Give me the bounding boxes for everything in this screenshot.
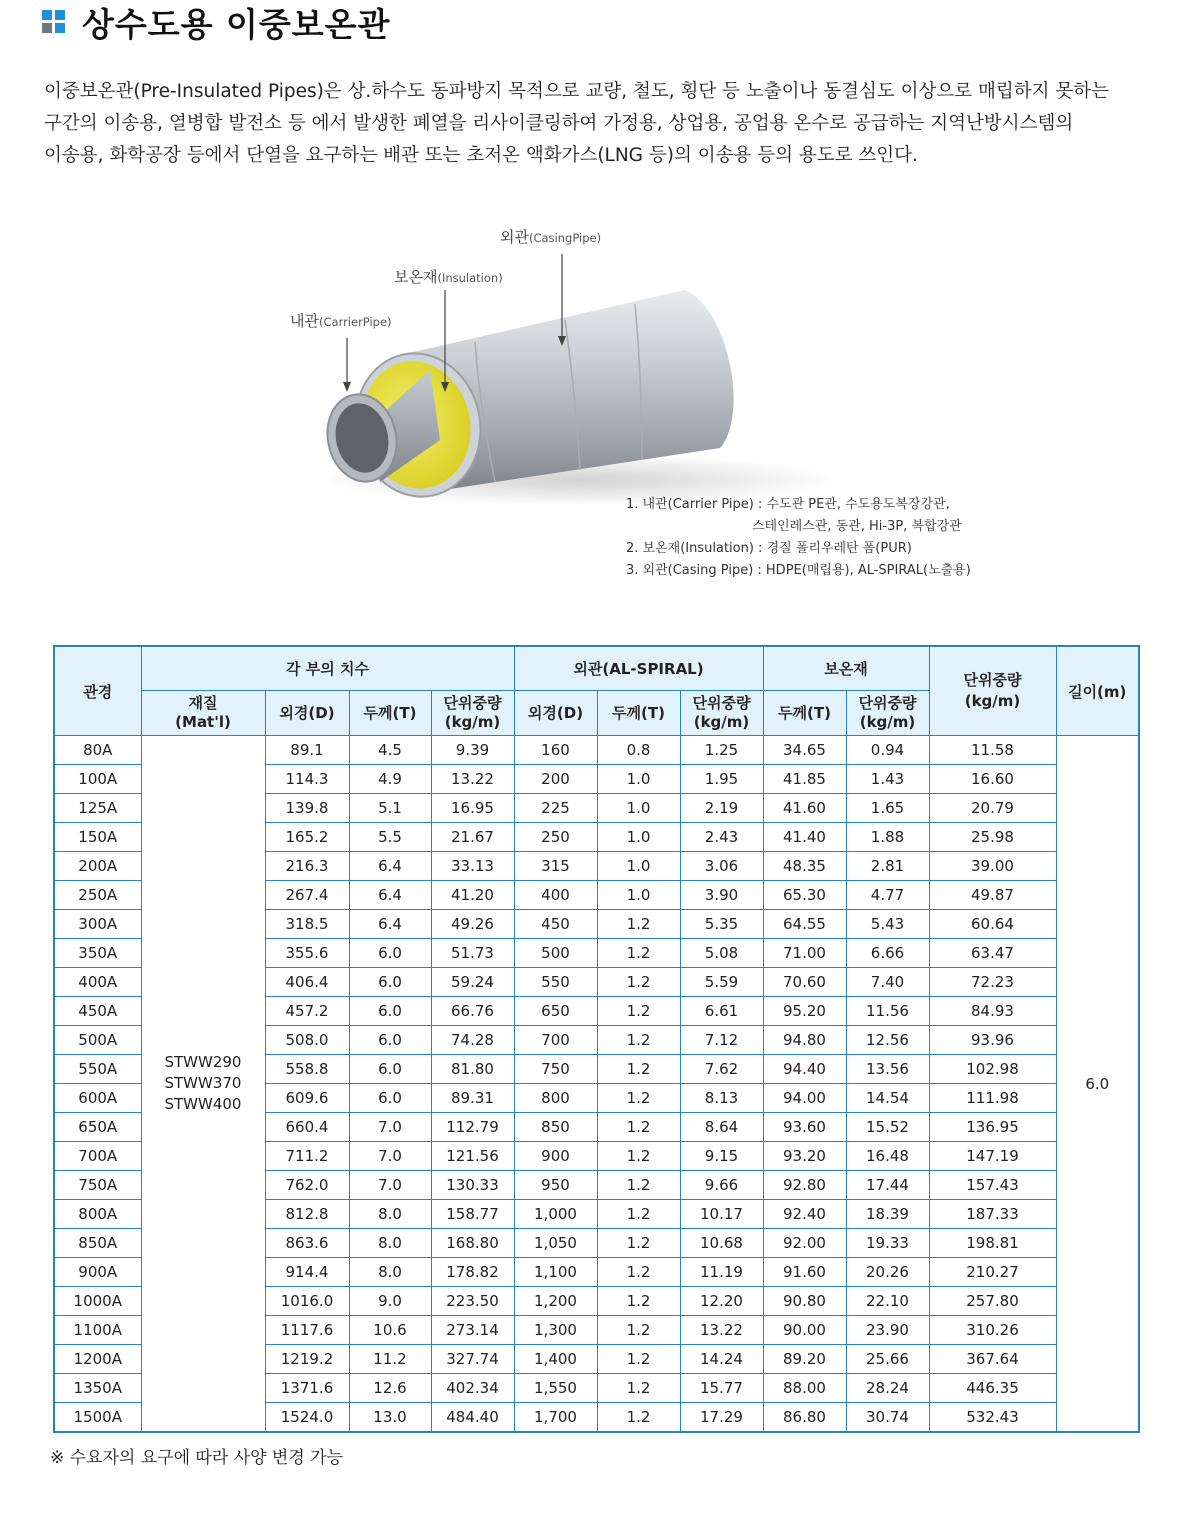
cell-thickness: 6.0 <box>349 1084 431 1113</box>
cell-insulation-weight: 12.56 <box>846 1026 929 1055</box>
cell-casing-od: 1,400 <box>514 1345 597 1374</box>
cell-casing-od: 1,000 <box>514 1200 597 1229</box>
cell-casing-od: 800 <box>514 1084 597 1113</box>
cell-weight: 484.40 <box>431 1403 514 1433</box>
note-line: 스테인레스관, 동관, Hi-3P, 복합강관 <box>752 519 962 534</box>
cell-od: 1016.0 <box>265 1287 349 1316</box>
header-length: 길이(m) <box>1056 646 1139 736</box>
cell-size: 800A <box>54 1200 141 1229</box>
cell-insulation-thickness: 71.00 <box>763 939 846 968</box>
cell-insulation-weight: 0.94 <box>846 736 929 765</box>
cell-casing-od: 950 <box>514 1171 597 1200</box>
cell-thickness: 10.6 <box>349 1316 431 1345</box>
cell-insulation-thickness: 92.00 <box>763 1229 846 1258</box>
cell-casing-weight: 1.25 <box>680 736 763 765</box>
cell-casing-weight: 5.35 <box>680 910 763 939</box>
cell-casing-od: 200 <box>514 765 597 794</box>
cell-size: 80A <box>54 736 141 765</box>
cell-insulation-thickness: 94.80 <box>763 1026 846 1055</box>
cell-od: 165.2 <box>265 823 349 852</box>
cell-thickness: 6.4 <box>349 910 431 939</box>
cell-casing-thickness: 1.2 <box>597 968 680 997</box>
page-title: 상수도용 이중보온관 <box>82 4 391 44</box>
cell-casing-od: 650 <box>514 997 597 1026</box>
cell-weight: 402.34 <box>431 1374 514 1403</box>
cell-insulation-thickness: 64.55 <box>763 910 846 939</box>
cell-insulation-thickness: 86.80 <box>763 1403 846 1433</box>
cell-weight: 66.76 <box>431 997 514 1026</box>
cell-thickness: 6.0 <box>349 1026 431 1055</box>
cell-casing-weight: 3.90 <box>680 881 763 910</box>
cell-casing-weight: 8.64 <box>680 1113 763 1142</box>
cell-weight: 81.80 <box>431 1055 514 1084</box>
header-size: 관경 <box>54 646 141 736</box>
cell-size: 450A <box>54 997 141 1026</box>
cell-casing-thickness: 1.2 <box>597 910 680 939</box>
title-bar <box>42 2 390 42</box>
header-casing: 외관(AL-SPIRAL) <box>514 646 763 691</box>
note-line: 3. 외관(Casing Pipe) : HDPE(매립용), AL-SPIRAL(노출용) <box>626 563 971 578</box>
cell-thickness: 11.2 <box>349 1345 431 1374</box>
header-unit-weight: 단위중량 (kg/m) <box>929 646 1056 736</box>
cell-unit-weight: 257.80 <box>929 1287 1056 1316</box>
cell-insulation-thickness: 91.60 <box>763 1258 846 1287</box>
cell-od: 406.4 <box>265 968 349 997</box>
cell-casing-od: 850 <box>514 1113 597 1142</box>
cell-casing-weight: 7.12 <box>680 1026 763 1055</box>
cell-casing-thickness: 1.0 <box>597 794 680 823</box>
cell-unit-weight: 102.98 <box>929 1055 1056 1084</box>
cell-casing-weight: 10.17 <box>680 1200 763 1229</box>
cell-casing-thickness: 1.2 <box>597 1258 680 1287</box>
cell-insulation-weight: 22.10 <box>846 1287 929 1316</box>
cell-unit-weight: 16.60 <box>929 765 1056 794</box>
cell-insulation-thickness: 93.20 <box>763 1142 846 1171</box>
cell-thickness: 7.0 <box>349 1113 431 1142</box>
cell-thickness: 9.0 <box>349 1287 431 1316</box>
cell-size: 500A <box>54 1026 141 1055</box>
cell-unit-weight: 20.79 <box>929 794 1056 823</box>
cell-casing-od: 160 <box>514 736 597 765</box>
cell-casing-weight: 5.59 <box>680 968 763 997</box>
cell-insulation-thickness: 90.00 <box>763 1316 846 1345</box>
cell-od: 457.2 <box>265 997 349 1026</box>
cell-insulation-thickness: 41.60 <box>763 794 846 823</box>
header-od: 외경(D) <box>265 691 349 736</box>
cell-weight: 112.79 <box>431 1113 514 1142</box>
cell-od: 1117.6 <box>265 1316 349 1345</box>
cell-insulation-weight: 4.77 <box>846 881 929 910</box>
cell-insulation-weight: 19.33 <box>846 1229 929 1258</box>
header-weight: 단위중량 (kg/m) <box>431 691 514 736</box>
cell-casing-od: 900 <box>514 1142 597 1171</box>
cell-casing-od: 1,300 <box>514 1316 597 1345</box>
cell-size: 125A <box>54 794 141 823</box>
cell-thickness: 6.0 <box>349 968 431 997</box>
cell-size: 200A <box>54 852 141 881</box>
casing-callout-label: 외관 <box>500 228 529 246</box>
cell-od: 711.2 <box>265 1142 349 1171</box>
cell-insulation-weight: 23.90 <box>846 1316 929 1345</box>
cell-insulation-thickness: 93.60 <box>763 1113 846 1142</box>
cell-od: 812.8 <box>265 1200 349 1229</box>
header-casing-od: 외경(D) <box>514 691 597 736</box>
cell-casing-weight: 15.77 <box>680 1374 763 1403</box>
cell-casing-weight: 13.22 <box>680 1316 763 1345</box>
cell-unit-weight: 84.93 <box>929 997 1056 1026</box>
cell-casing-weight: 11.19 <box>680 1258 763 1287</box>
intro-line: 이중보온관(Pre-Insulated Pipes)은 상.하수도 동파방지 목적으로 교량, 철도, 횡단 등 노출이나 동결심도 이상으로 매립하지 못하는 <box>44 81 1109 102</box>
cell-weight: 21.67 <box>431 823 514 852</box>
cell-insulation-thickness: 48.35 <box>763 852 846 881</box>
cell-insulation-weight: 13.56 <box>846 1055 929 1084</box>
cell-thickness: 8.0 <box>349 1258 431 1287</box>
cell-size: 1200A <box>54 1345 141 1374</box>
cell-od: 508.0 <box>265 1026 349 1055</box>
cell-casing-weight: 1.95 <box>680 765 763 794</box>
cell-thickness: 12.6 <box>349 1374 431 1403</box>
cell-casing-weight: 12.20 <box>680 1287 763 1316</box>
cell-insulation-weight: 1.65 <box>846 794 929 823</box>
cell-weight: 158.77 <box>431 1200 514 1229</box>
cell-insulation-weight: 30.74 <box>846 1403 929 1433</box>
cell-thickness: 4.9 <box>349 765 431 794</box>
cell-insulation-thickness: 41.85 <box>763 765 846 794</box>
cell-casing-thickness: 1.0 <box>597 881 680 910</box>
cell-od: 89.1 <box>265 736 349 765</box>
cell-od: 1524.0 <box>265 1403 349 1433</box>
note-line: 2. 보온재(Insulation) : 경질 폴리우레탄 폼(PUR) <box>626 541 912 556</box>
squares-icon <box>42 10 66 34</box>
cell-od: 267.4 <box>265 881 349 910</box>
cell-thickness: 13.0 <box>349 1403 431 1433</box>
insulation-callout-label: 보온재 <box>394 268 438 286</box>
cell-casing-thickness: 1.2 <box>597 1229 680 1258</box>
cell-unit-weight: 60.64 <box>929 910 1056 939</box>
cell-weight: 74.28 <box>431 1026 514 1055</box>
cell-weight: 51.73 <box>431 939 514 968</box>
cell-casing-weight: 5.08 <box>680 939 763 968</box>
cell-thickness: 7.0 <box>349 1142 431 1171</box>
cell-casing-od: 1,200 <box>514 1287 597 1316</box>
cell-casing-thickness: 1.2 <box>597 1374 680 1403</box>
carrier-callout <box>290 310 392 331</box>
cell-thickness: 6.0 <box>349 997 431 1026</box>
spec-table <box>53 645 1140 1433</box>
spec-table-body <box>54 736 1139 1433</box>
cell-casing-thickness: 1.2 <box>597 1142 680 1171</box>
cell-casing-thickness: 1.2 <box>597 1171 680 1200</box>
table-row <box>54 736 1139 765</box>
cell-weight: 121.56 <box>431 1142 514 1171</box>
cell-thickness: 7.0 <box>349 1171 431 1200</box>
cell-casing-thickness: 0.8 <box>597 736 680 765</box>
cell-casing-weight: 10.68 <box>680 1229 763 1258</box>
cell-od: 914.4 <box>265 1258 349 1287</box>
cell-size: 100A <box>54 765 141 794</box>
cell-size: 650A <box>54 1113 141 1142</box>
cell-casing-od: 400 <box>514 881 597 910</box>
intro-line: 이송용, 화학공장 등에서 단열을 요구하는 배관 또는 초저온 액화가스(LNG 등)의 이송용 등의 용도로 쓰인다. <box>44 145 918 166</box>
cell-unit-weight: 39.00 <box>929 852 1056 881</box>
cell-insulation-thickness: 41.40 <box>763 823 846 852</box>
cell-casing-od: 1,700 <box>514 1403 597 1433</box>
cell-size: 250A <box>54 881 141 910</box>
cell-size: 600A <box>54 1084 141 1113</box>
cell-size: 400A <box>54 968 141 997</box>
cell-thickness: 5.1 <box>349 794 431 823</box>
cell-weight: 89.31 <box>431 1084 514 1113</box>
cell-unit-weight: 136.95 <box>929 1113 1056 1142</box>
cell-thickness: 6.0 <box>349 939 431 968</box>
cell-unit-weight: 157.43 <box>929 1171 1056 1200</box>
cell-casing-thickness: 1.2 <box>597 1113 680 1142</box>
cell-casing-thickness: 1.2 <box>597 1055 680 1084</box>
cell-insulation-thickness: 94.40 <box>763 1055 846 1084</box>
cell-casing-thickness: 1.2 <box>597 939 680 968</box>
cell-weight: 273.14 <box>431 1316 514 1345</box>
cell-weight: 130.33 <box>431 1171 514 1200</box>
cell-thickness: 5.5 <box>349 823 431 852</box>
header-material: 재질 (Mat'l) <box>141 691 265 736</box>
cell-unit-weight: 72.23 <box>929 968 1056 997</box>
cell-weight: 49.26 <box>431 910 514 939</box>
cell-unit-weight: 367.64 <box>929 1345 1056 1374</box>
cell-unit-weight: 532.43 <box>929 1403 1056 1433</box>
header-thickness: 두께(T) <box>349 691 431 736</box>
intro-line: 구간의 이송용, 열병합 발전소 등 에서 발생한 폐열을 리사이클링하여 가정용, 상업용, 공업용 온수로 공급하는 지역난방시스템의 <box>44 113 1074 134</box>
cell-size: 550A <box>54 1055 141 1084</box>
cell-casing-od: 750 <box>514 1055 597 1084</box>
cell-casing-thickness: 1.2 <box>597 1287 680 1316</box>
cell-weight: 9.39 <box>431 736 514 765</box>
cell-casing-od: 1,050 <box>514 1229 597 1258</box>
cell-weight: 41.20 <box>431 881 514 910</box>
cell-weight: 223.50 <box>431 1287 514 1316</box>
cell-weight: 178.82 <box>431 1258 514 1287</box>
cell-od: 762.0 <box>265 1171 349 1200</box>
cell-casing-weight: 6.61 <box>680 997 763 1026</box>
cell-casing-thickness: 1.2 <box>597 1026 680 1055</box>
cell-insulation-weight: 16.48 <box>846 1142 929 1171</box>
material-notes <box>626 494 971 582</box>
cell-unit-weight: 25.98 <box>929 823 1056 852</box>
carrier-callout-label: 내관 <box>290 312 319 330</box>
cell-thickness: 8.0 <box>349 1229 431 1258</box>
cell-insulation-weight: 11.56 <box>846 997 929 1026</box>
cell-casing-weight: 14.24 <box>680 1345 763 1374</box>
cell-insulation-weight: 7.40 <box>846 968 929 997</box>
cell-size: 900A <box>54 1258 141 1287</box>
cell-casing-od: 450 <box>514 910 597 939</box>
cell-insulation-weight: 28.24 <box>846 1374 929 1403</box>
cell-size: 1000A <box>54 1287 141 1316</box>
cell-unit-weight: 11.58 <box>929 736 1056 765</box>
header-insulation: 보온재 <box>763 646 929 691</box>
cell-insulation-thickness: 70.60 <box>763 968 846 997</box>
cell-weight: 13.22 <box>431 765 514 794</box>
cell-unit-weight: 187.33 <box>929 1200 1056 1229</box>
cell-insulation-thickness: 90.80 <box>763 1287 846 1316</box>
cell-insulation-weight: 5.43 <box>846 910 929 939</box>
cell-insulation-weight: 14.54 <box>846 1084 929 1113</box>
cell-casing-od: 225 <box>514 794 597 823</box>
casing-callout-sub: (CasingPipe) <box>528 231 602 245</box>
cell-casing-od: 315 <box>514 852 597 881</box>
cell-casing-weight: 3.06 <box>680 852 763 881</box>
cell-weight: 33.13 <box>431 852 514 881</box>
cell-od: 318.5 <box>265 910 349 939</box>
cell-casing-thickness: 1.0 <box>597 852 680 881</box>
cell-weight: 168.80 <box>431 1229 514 1258</box>
cell-unit-weight: 210.27 <box>929 1258 1056 1287</box>
cell-od: 1219.2 <box>265 1345 349 1374</box>
cell-casing-od: 550 <box>514 968 597 997</box>
cell-od: 139.8 <box>265 794 349 823</box>
cell-length: 6.0 <box>1056 736 1139 1433</box>
cell-od: 863.6 <box>265 1229 349 1258</box>
header-casing-thickness: 두께(T) <box>597 691 680 736</box>
cell-unit-weight: 49.87 <box>929 881 1056 910</box>
cell-od: 114.3 <box>265 765 349 794</box>
cell-size: 1100A <box>54 1316 141 1345</box>
cell-insulation-weight: 1.88 <box>846 823 929 852</box>
cell-casing-od: 1,100 <box>514 1258 597 1287</box>
cell-casing-thickness: 1.2 <box>597 1345 680 1374</box>
cell-casing-thickness: 1.2 <box>597 1316 680 1345</box>
cell-insulation-thickness: 34.65 <box>763 736 846 765</box>
cell-casing-od: 250 <box>514 823 597 852</box>
cell-casing-weight: 9.15 <box>680 1142 763 1171</box>
cell-insulation-thickness: 92.40 <box>763 1200 846 1229</box>
header-insulation-thickness: 두께(T) <box>763 691 846 736</box>
cell-unit-weight: 198.81 <box>929 1229 1056 1258</box>
cell-od: 609.6 <box>265 1084 349 1113</box>
cell-unit-weight: 446.35 <box>929 1374 1056 1403</box>
carrier-callout-sub: (CarrierPipe) <box>318 315 392 329</box>
cell-od: 355.6 <box>265 939 349 968</box>
cell-insulation-weight: 15.52 <box>846 1113 929 1142</box>
insulation-callout-sub: (Insulation) <box>437 271 503 285</box>
header-dims: 각 부의 치수 <box>141 646 514 691</box>
cell-thickness: 8.0 <box>349 1200 431 1229</box>
cell-unit-weight: 63.47 <box>929 939 1056 968</box>
cell-size: 150A <box>54 823 141 852</box>
cell-insulation-thickness: 89.20 <box>763 1345 846 1374</box>
cell-unit-weight: 111.98 <box>929 1084 1056 1113</box>
cell-size: 1350A <box>54 1374 141 1403</box>
cell-insulation-thickness: 92.80 <box>763 1171 846 1200</box>
pipe-figure <box>280 220 980 590</box>
cell-casing-weight: 9.66 <box>680 1171 763 1200</box>
cell-casing-weight: 2.43 <box>680 823 763 852</box>
cell-casing-weight: 2.19 <box>680 794 763 823</box>
cell-thickness: 6.0 <box>349 1055 431 1084</box>
casing-callout <box>500 226 601 247</box>
cell-casing-thickness: 1.2 <box>597 1403 680 1433</box>
cell-weight: 327.74 <box>431 1345 514 1374</box>
cell-od: 558.8 <box>265 1055 349 1084</box>
insulation-callout <box>394 266 503 287</box>
cell-insulation-thickness: 95.20 <box>763 997 846 1026</box>
cell-casing-od: 700 <box>514 1026 597 1055</box>
cell-insulation-thickness: 94.00 <box>763 1084 846 1113</box>
cell-insulation-weight: 18.39 <box>846 1200 929 1229</box>
cell-casing-thickness: 1.0 <box>597 823 680 852</box>
cell-casing-od: 1,550 <box>514 1374 597 1403</box>
cell-casing-thickness: 1.2 <box>597 1200 680 1229</box>
cell-insulation-weight: 6.66 <box>846 939 929 968</box>
header-casing-weight: 단위중량 (kg/m) <box>680 691 763 736</box>
cell-casing-od: 500 <box>514 939 597 968</box>
cell-insulation-weight: 2.81 <box>846 852 929 881</box>
cell-od: 660.4 <box>265 1113 349 1142</box>
cell-unit-weight: 147.19 <box>929 1142 1056 1171</box>
cell-material: STWW290 STWW370 STWW400 <box>141 736 265 1433</box>
cell-size: 1500A <box>54 1403 141 1433</box>
cell-od: 1371.6 <box>265 1374 349 1403</box>
cell-insulation-thickness: 88.00 <box>763 1374 846 1403</box>
cell-casing-weight: 7.62 <box>680 1055 763 1084</box>
cell-insulation-weight: 1.43 <box>846 765 929 794</box>
cell-weight: 16.95 <box>431 794 514 823</box>
cell-size: 350A <box>54 939 141 968</box>
cell-casing-weight: 17.29 <box>680 1403 763 1433</box>
cell-thickness: 6.4 <box>349 881 431 910</box>
cell-unit-weight: 93.96 <box>929 1026 1056 1055</box>
cell-insulation-thickness: 65.30 <box>763 881 846 910</box>
cell-weight: 59.24 <box>431 968 514 997</box>
cell-casing-thickness: 1.2 <box>597 1084 680 1113</box>
intro-paragraph <box>44 76 1154 172</box>
cell-od: 216.3 <box>265 852 349 881</box>
cell-casing-thickness: 1.2 <box>597 997 680 1026</box>
note-line: 1. 내관(Carrier Pipe) : 수도관 PE관, 수도용도복장강관, <box>626 497 950 512</box>
header-insulation-weight: 단위중량 (kg/m) <box>846 691 929 736</box>
cell-insulation-weight: 25.66 <box>846 1345 929 1374</box>
cell-casing-weight: 8.13 <box>680 1084 763 1113</box>
cell-thickness: 6.4 <box>349 852 431 881</box>
cell-size: 700A <box>54 1142 141 1171</box>
cell-size: 750A <box>54 1171 141 1200</box>
footnote: ※ 수요자의 요구에 따라 사양 변경 가능 <box>50 1448 343 1468</box>
cell-unit-weight: 310.26 <box>929 1316 1056 1345</box>
cell-insulation-weight: 20.26 <box>846 1258 929 1287</box>
cell-insulation-weight: 17.44 <box>846 1171 929 1200</box>
cell-size: 850A <box>54 1229 141 1258</box>
cell-casing-thickness: 1.0 <box>597 765 680 794</box>
cell-thickness: 4.5 <box>349 736 431 765</box>
cell-size: 300A <box>54 910 141 939</box>
